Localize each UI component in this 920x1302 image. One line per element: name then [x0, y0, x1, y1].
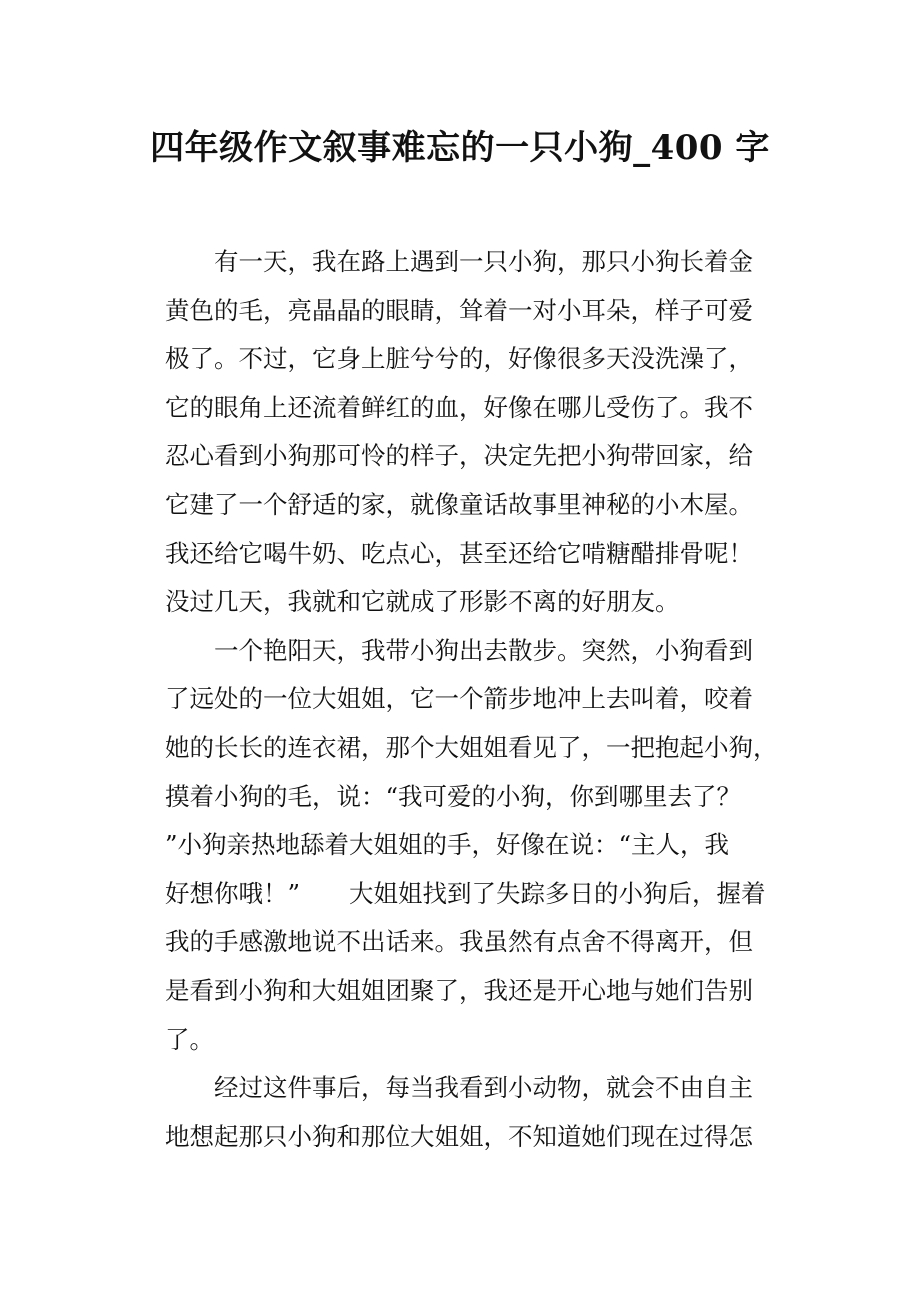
text-line: 黄色的毛，亮晶晶的眼睛，耸着一对小耳朵，样子可爱	[165, 295, 753, 325]
text-line: 地想起那只小狗和那位大姐姐，不知道她们现在过得怎	[165, 1121, 753, 1151]
text-line: 摸着小狗的毛，说：“我可爱的小狗，你到哪里去了？	[165, 781, 742, 811]
text-line: 是看到小狗和大姐姐团聚了，我还是开心地与她们告别	[165, 975, 753, 1005]
text-line: 它建了一个舒适的家，就像童话故事里神秘的小木屋。	[165, 489, 753, 519]
text-line: 没过几天，我就和它就成了形影不离的好朋友。	[165, 587, 680, 617]
text-line: 我的手感激地说不出话来。我虽然有点舍不得离开，但	[165, 927, 753, 957]
text-line: ”小狗亲热地舔着大姐姐的手，好像在说：“主人，我	[165, 830, 730, 860]
text-line: 了远处的一位大姐姐，它一个箭步地冲上去叫着，咬着	[165, 684, 753, 714]
text-line: 经过这件事后，每当我看到小动物，就会不由自主	[165, 1073, 753, 1103]
text-line: 极了。不过，它身上脏兮兮的，好像很多天没洗澡了，	[165, 344, 753, 374]
text-line: 好想你哦！” 大姐姐找到了失踪多日的小狗后，握着	[165, 878, 766, 908]
document-body	[165, 238, 778, 1161]
text-line: 了。	[165, 1024, 214, 1054]
text-line: 她的长长的连衣裙，那个大姐姐看见了，一把抱起小狗，	[165, 732, 778, 762]
text-line: 一个艳阳天，我带小狗出去散步。突然，小狗看到	[165, 635, 753, 665]
text-line: 它的眼角上还流着鲜红的血，好像在哪儿受伤了。我不	[165, 392, 753, 422]
text-line: 我还给它喝牛奶、吃点心，甚至还给它啃糖醋排骨呢！	[165, 538, 753, 568]
text-line: 有一天，我在路上遇到一只小狗，那只小狗长着金	[165, 247, 753, 276]
document-title: 四年级作文叙事难忘的一只小狗_400 字	[150, 128, 770, 168]
text-line: 忍心看到小狗那可怜的样子，决定先把小狗带回家，给	[165, 441, 753, 471]
